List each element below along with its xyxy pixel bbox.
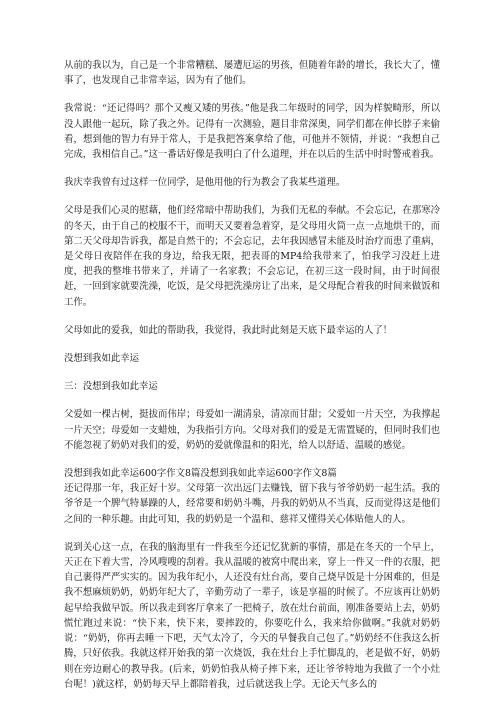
spacer <box>64 527 440 540</box>
paragraph-parents: 父母是我们心灵的慰藉，他们经常暗中帮助我们，为我们无私的奉献。不会忘记，在那寒冷的冬天，由于自己的校服不干，而明天又要着急着穿，是父母用火筒一点一点地烘干的，而第二天父母却告诉我，都是自然干的；不会忘记，去年我因感冒未能及时治疗而患了重病，是父母日夜陪伴在我的身边，给我无限，把表哥的MP4给我带来了，怕我学习没赶上进度，把我的整堆书带来了，并请了一名家教；不会忘记，在初三这一段时间，由于时间很赶，一回到家就要洗澡，吃饭，是父母把洗澡房让了出来，是父母配合着我的时间来做饭和工作。 <box>64 205 440 308</box>
paragraph-father-mother-love: 父爱如一棵古树，挺拔而伟岸；母爱如一湖清泉，清凉而甘甜；父爱如一片天空，为我撑起一片天空；母爱如一支蜡烛，为我指引方向。父母对我们的爱是无需置疑的，但同时我们也不能忽视了奶奶对我们的爱，奶奶的爱就像温和的阳光，给人以舒适、温暖的感觉。 <box>64 409 440 451</box>
section-heading-three: 三：没想到我如此幸运 <box>64 381 158 393</box>
paragraph-parents-love: 父母如此的爱我，如此的帮助我，我觉得，我此时此刻是天底下最幸运的人了！ <box>64 324 393 336</box>
paragraph-classmate: 我常说：“还记得吗？那个又瘦又矮的男孩。”他是我二年级时的同学，因为样貌畸形，所以没人跟他一起玩，除了我之外。记得有一次测验，题目非常深奥，同学们都在伸长脖子来偷看，想到他的智力有异于常人，于是我把答案拿给了他，可他并不领情，并说：“我想自己完成，我相信自己。”这一番话好像是我明白了什么道理，并在以后的生活中时时警戒着我。 <box>64 103 440 161</box>
paragraph-ten-years-old: 还记得那一年，我正好十岁。父母第一次出远门去赚钱，留下我与爷爷奶奶一起生活。我的爷爷是一个脾气特暴躁的人，经常要和奶奶斗嘴，丹我的奶奶从不当真，反而觉得这是他们之间的一种乐趣。由此可知，我的奶奶是一个温和、慈祥又懂得关心体贴他人的人。 <box>64 483 440 525</box>
spacer <box>64 310 440 323</box>
spacer <box>64 88 440 101</box>
spacer <box>64 162 440 175</box>
spacer <box>64 453 440 466</box>
paragraph-lucky-classmate: 我庆幸我曾有过这样一位同学，是他用他的行为教会了我某些道理。 <box>64 177 346 189</box>
article-title: 没想到我如此幸运600字作文8篇没想到我如此幸运600字作文8篇 <box>64 468 337 480</box>
paragraph-winter-morning: 说到关心这一点，在我的脑海里有一件我至今还记忆犹新的事情，那是在冬天的一个早上，天正在下着大雪，冷风嗖嗖的刮着。我从温暖的被窝中爬出来，穿上一件又一件的衣服，把自己裹得严严实实的。因为我年纪小，人还没有灶台高，要自己烧早饭是十分困难的，但是我不想麻烦奶奶，奶奶年纪大了，辛勤劳动了一辈子，该是享福的时候了。不应该再让奶奶起早给我做早饭。所以我走到客厅拿来了一把椅子，放在灶台前面，刚准备要站上去，奶奶慌忙跑过来说：“快下来，快下来，要摔跤的，你要吃什么，我来给你做啊。”我就对奶奶说：“奶奶，你再去睡一下吧，天气太冷了，今天的早餐我自己包了。”奶奶经不住我这么折腾，只好依我。我就这样开始我的第一次烧饭，我在灶台上手忙脚乱的，老是做不好，奶奶则在旁边耐心的教导我。(后来，奶奶怕我从椅子摔下来，还让爷爷特地为我做了一个小灶台呢！)就这样，奶奶每天早上都陪着我，过后就送我上学。无论天气多么的 <box>64 541 440 690</box>
spacer <box>64 394 440 407</box>
paragraph-intro: 从前的我以为，自己是一个非常糟糕、屡遭厄运的男孩，但随着年龄的增长，我长大了，懂事了，也发现自己非常幸运，因为有了他们。 <box>64 60 440 87</box>
section-heading: 没想到我如此幸运 <box>64 353 140 365</box>
spacer <box>64 338 440 351</box>
spacer <box>64 190 440 203</box>
spacer <box>64 366 440 379</box>
